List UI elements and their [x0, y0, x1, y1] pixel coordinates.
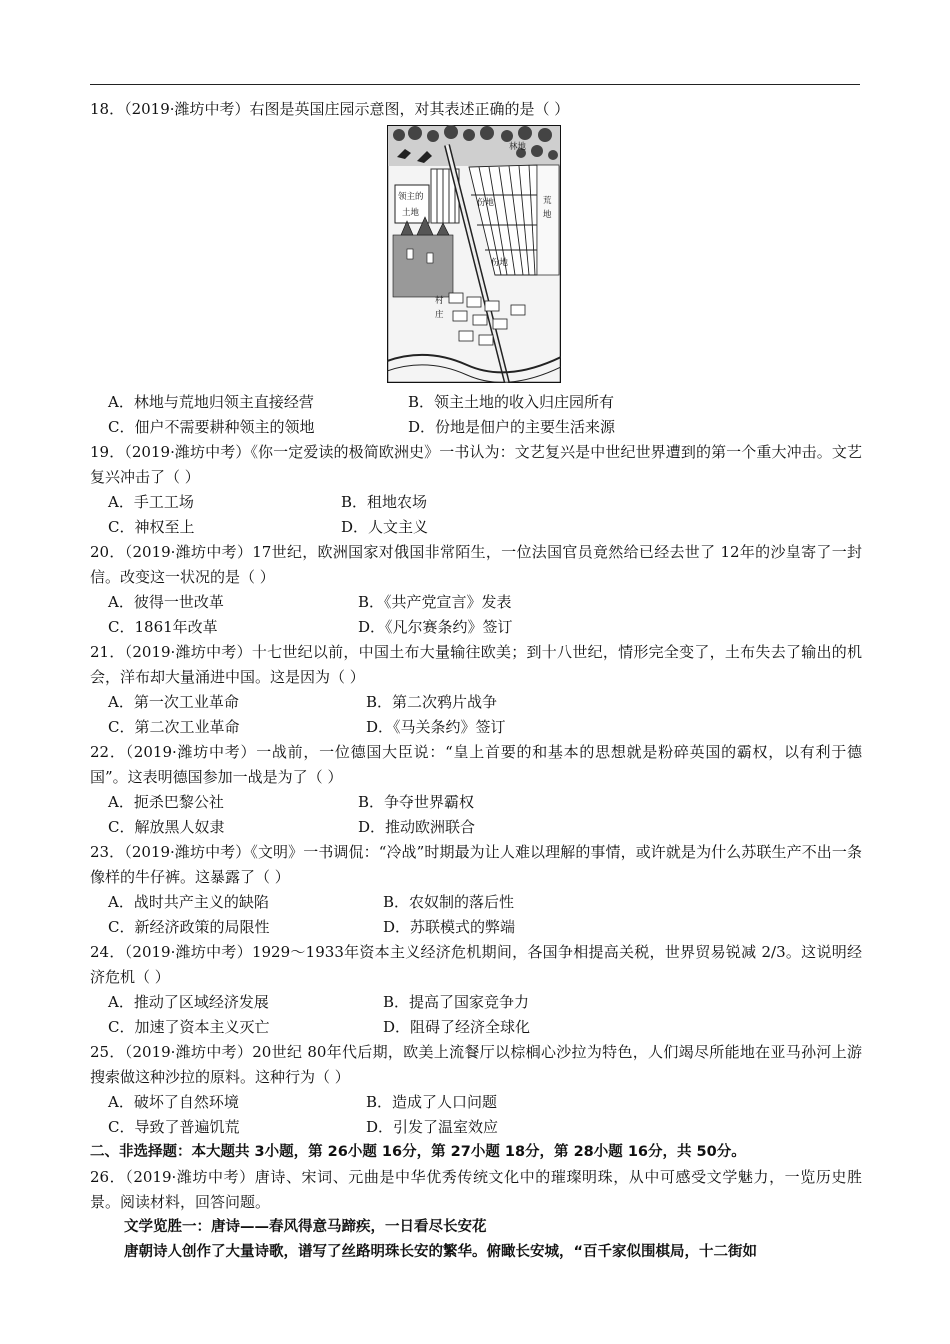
option-a: A．扼杀巴黎公社: [108, 793, 224, 811]
option-c: C．导致了普遍饥荒: [108, 1118, 240, 1136]
option-c: C．新经济政策的局限性: [108, 918, 270, 936]
material-text: 唐朝诗人创作了大量诗歌，谱写了丝路明珠长安的繁华。俯瞰长安城，“百千家似围棋局，十二街如: [124, 1244, 758, 1260]
question-25: 25．（2019·潍坊中考）20世纪 80年代后期，欧美上流餐厅以棕榈心沙拉为特色，人们竭尽所能地在亚马孙河上游搜索做这种沙拉的原料。这种行为（ ）: [90, 1043, 862, 1086]
label-share-2: 份地: [491, 258, 509, 268]
option-c: C．第二次工业革命: [108, 718, 240, 736]
options-24: [90, 990, 862, 1040]
option-b: B．第二次鸦片战争: [366, 693, 498, 711]
option-b: B．领主土地的收入归庄园所有: [408, 393, 615, 411]
label-village-a: 村: [435, 296, 444, 306]
option-b: B．《共产党宣言》发表: [358, 593, 512, 611]
options-23: [90, 890, 862, 940]
question-24: 24．（2019·潍坊中考）1929～1933年资本主义经济危机期间，各国争相提高关税，世界贸易锐减 2/3。这说明经济危机（ ）: [90, 943, 862, 986]
option-d: D．《凡尔赛条约》签订: [358, 618, 513, 636]
label-lord-b: 土地: [402, 208, 420, 218]
header-rule: [90, 84, 860, 85]
option-c: C．1861年改革: [108, 618, 218, 636]
options-25: [90, 1090, 862, 1140]
label-lord-a: 领主的: [398, 192, 424, 202]
options-21: [90, 690, 862, 740]
options-19: [90, 490, 862, 540]
option-d: D．阻碍了经济全球化: [383, 1018, 531, 1036]
label-forest: 林地: [509, 142, 527, 152]
question-26: 26．（2019·潍坊中考）唐诗、宋词、元曲是中华优秀传统文化中的璀璨明珠，从中可感受文学魅力，一览历史胜景。阅读材料，回答问题。: [90, 1168, 862, 1211]
option-d: D．份地是佃户的主要生活来源: [408, 418, 616, 436]
option-b: B．提高了国家竞争力: [383, 993, 530, 1011]
question-18: 18．（2019·潍坊中考）右图是英国庄园示意图，对其表述正确的是（ ）: [90, 100, 570, 118]
label-village-b: 庄: [435, 310, 444, 320]
option-c: C．解放黑人奴隶: [108, 818, 225, 836]
option-b: B．租地农场: [341, 493, 428, 511]
question-20: 20．（2019·潍坊中考）17世纪，欧洲国家对俄国非常陌生，一位法国官员竟然给已经去世了 12年的沙皇寄了一封信。改变这一状况的是（ ）: [90, 543, 862, 586]
material-subheading: 文学览胜一：唐诗——春风得意马蹄疾，一日看尽长安花: [124, 1219, 487, 1235]
manor-map-figure: [387, 125, 561, 383]
options-22: [90, 790, 862, 840]
option-d: D．苏联模式的弊端: [383, 918, 516, 936]
option-a: A．推动了区域经济发展: [108, 993, 269, 1011]
options-18: [90, 390, 862, 440]
option-a: A．战时共产主义的缺陷: [108, 893, 269, 911]
question-22: 22．（2019·潍坊中考）一战前，一位德国大臣说：“皇上首要的和基本的思想就是粉碎英国的霸权，以有利于德国”。这表明德国参加一战是为了（ ）: [90, 743, 862, 786]
exam-content: [90, 97, 862, 1265]
options-20: [90, 590, 862, 640]
option-d: D．引发了温室效应: [366, 1118, 499, 1136]
figure-container: [90, 125, 862, 387]
forest-area: [388, 125, 560, 166]
option-a: A．手工工场: [108, 493, 194, 511]
option-a: A．彼得一世改革: [108, 593, 224, 611]
option-d: D．推动欧洲联合: [358, 818, 476, 836]
question-19: 19．（2019·潍坊中考）《你一定爱读的极简欧洲史》一书认为：文艺复兴是中世纪世界遭到的第一个重大冲击。文艺复兴冲击了（ ）: [90, 443, 862, 486]
option-b: B．争夺世界霸权: [358, 793, 475, 811]
option-d: D．《马关条约》签订: [366, 718, 506, 736]
section-heading: 二、非选择题：本大题共 3小题，第 26小题 16分，第 27小题 18分，第 28小题 16分，共 50分。: [90, 1144, 746, 1160]
option-a: A．破坏了自然环境: [108, 1093, 239, 1111]
option-a: A．林地与荒地归领主直接经营: [108, 393, 314, 411]
label-waste-a: 荒: [543, 196, 552, 206]
option-b: B．农奴制的落后性: [383, 893, 515, 911]
option-c: C．佃户不需要耕种领主的领地: [108, 418, 315, 436]
option-b: B．造成了人口问题: [366, 1093, 498, 1111]
question-23: 23．（2019·潍坊中考）《文明》一书调侃：“冷战”时期最为让人难以理解的事情，或许就是为什么苏联生产不出一条像样的牛仔裤。这暴露了（ ）: [90, 843, 862, 886]
option-c: C．神权至上: [108, 518, 195, 536]
option-c: C．加速了资本主义灭亡: [108, 1018, 270, 1036]
option-a: A．第一次工业革命: [108, 693, 239, 711]
option-d: D．人文主义: [341, 518, 429, 536]
label-share-1: 份地: [477, 198, 495, 208]
label-waste-b: 地: [543, 210, 552, 220]
question-21: 21．（2019·潍坊中考）十七世纪以前，中国土布大量输往欧美；到十八世纪，情形完全变了，土布失去了输出的机会，洋布却大量涌进中国。这是因为（ ）: [90, 643, 862, 686]
